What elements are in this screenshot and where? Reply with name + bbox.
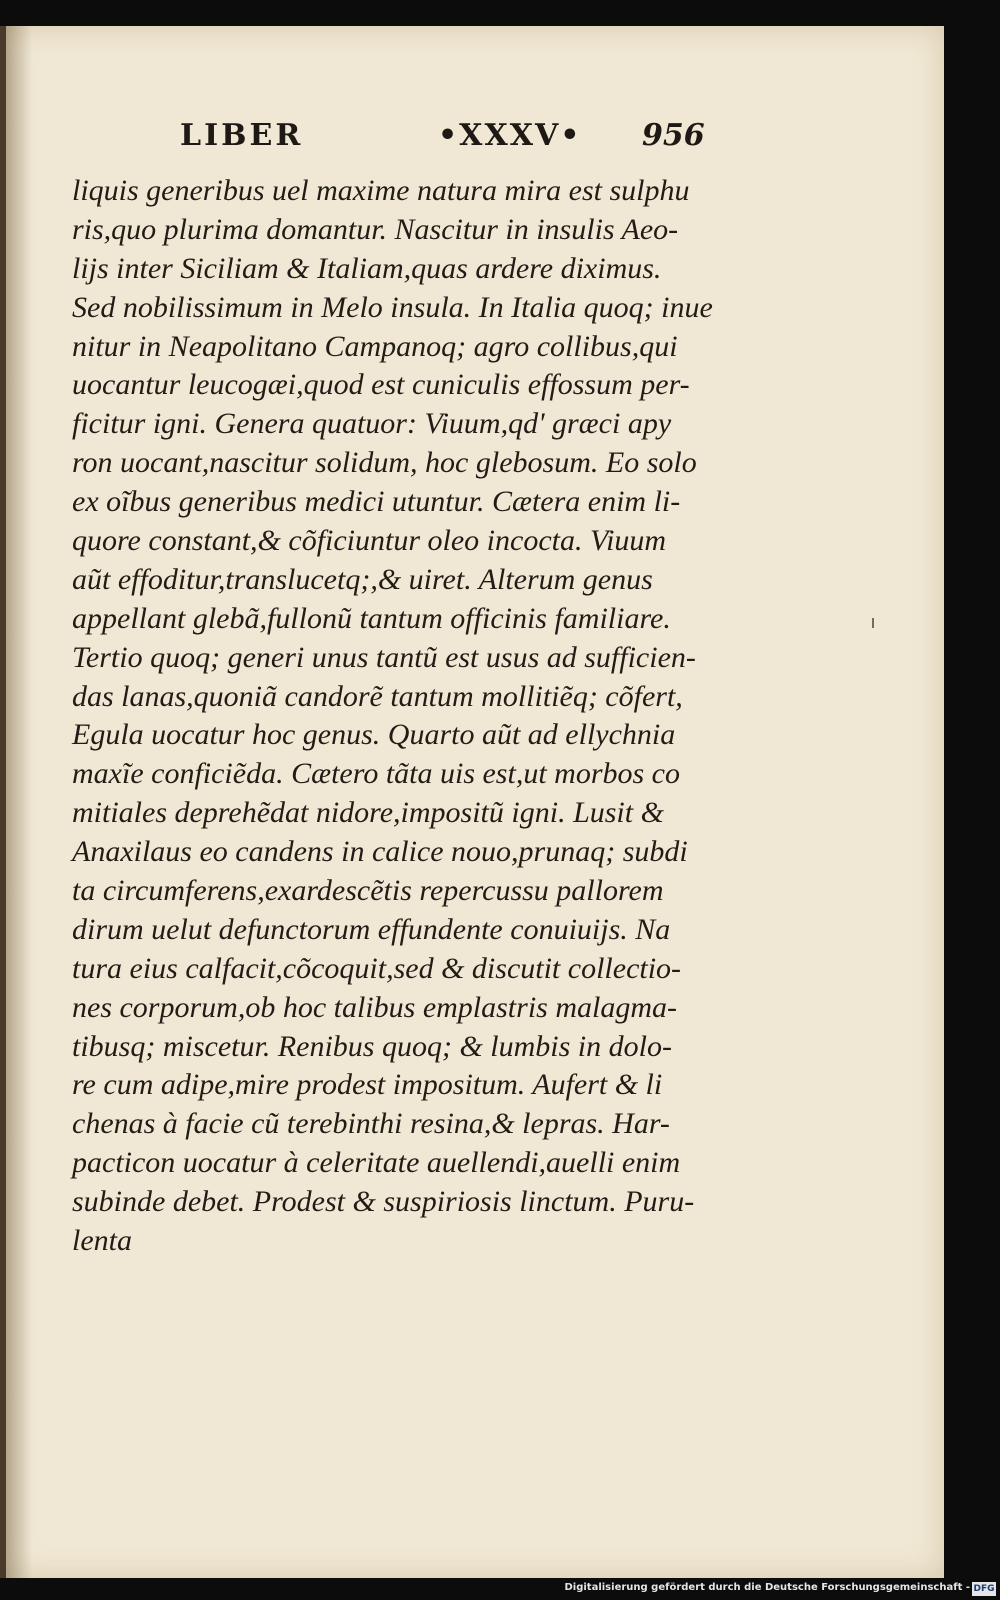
running-header <box>180 118 705 158</box>
text-line: Sed nobilissimum in Melo insula. In Italia quoq; inue <box>72 290 713 324</box>
text-line: nitur in Neapolitano Campanoq; agro collibus,qui <box>72 329 678 363</box>
text-line: chenas à facie cũ terebinthi resina,& lepras. Har- <box>72 1107 670 1141</box>
text-line: subinde debet. Prodest & suspiriosis linctum. Puru- <box>72 1185 695 1219</box>
text-line: ficitur igni. Genera quatuor: Viuum,qd' græci apy <box>72 407 672 441</box>
text-line: tura eius calfacit,cõcoquit,sed & discutit collectio- <box>72 951 682 985</box>
text-line: Anaxilaus eo candens in calice nouo,prunaq; subdi <box>72 835 688 869</box>
text-line: liquis generibus uel maxime natura mira est sulphu <box>72 174 690 207</box>
header-liber: LIBER <box>180 118 304 153</box>
text-line: nes corporum,ob hoc talibus emplastris malagma- <box>72 990 677 1024</box>
text-line: re cum adipe,mire prodest impositum. Aufert & li <box>72 1068 663 1102</box>
text-line: aũt effoditur,translucetq;,& uiret. Alterum genus <box>72 562 653 596</box>
body-text <box>72 172 713 1261</box>
margin-mark <box>872 618 874 628</box>
text-line: ex oĩbus generibus medici utuntur. Cætera enim li- <box>72 485 681 519</box>
text-line: maxĩe conficiẽda. Cætero tãta uis est,ut morbos co <box>72 757 680 791</box>
text-line: appellant glebã,fullonũ tantum officinis familiare. <box>72 601 671 635</box>
digitization-credit: Digitalisierung gefördert durch die Deutsche Forschungsgemeinschaft - <box>564 1582 970 1593</box>
text-line: Tertio quoq; generi unus tantũ est usus ad sufficien- <box>72 640 696 674</box>
text-line: pacticon uocatur à celeritate auellendi,auelli enim <box>72 1146 681 1180</box>
dfg-logo: DFG <box>973 1584 995 1594</box>
text-line: mitiales deprehẽdat nidore,impositũ igni. Lusit & <box>72 796 664 830</box>
text-line: Egula uocatur hoc genus. Quarto aũt ad ellychnia <box>72 718 676 752</box>
text-line: ta circumferens,exardescẽtis repercussu pallorem <box>72 874 664 908</box>
text-line: quore constant,& cõficiuntur oleo incocta. Viuum <box>72 524 667 558</box>
text-line: lenta <box>72 1224 132 1258</box>
text-line: uocantur leucogæi,quod est cuniculis effossum per- <box>72 368 690 402</box>
text-line: tibusq; miscetur. Renibus quoq; & lumbis in dolo- <box>72 1029 672 1063</box>
text-line: das lanas,quoniã candorẽ tantum mollitiẽq; cõfert, <box>72 679 683 713</box>
header-book-number: •XXXV• <box>438 118 582 153</box>
page-number: 956 <box>642 118 705 153</box>
spine-shadow <box>6 26 32 1578</box>
text-line: lijs inter Siciliam & Italiam,quas ardere diximus. <box>72 251 662 285</box>
text-line: ris,quo plurima domantur. Nascitur in insulis Aeo- <box>72 212 679 246</box>
text-line: dirum uelut defunctorum effundente conuiuijs. Na <box>72 912 671 946</box>
text-line: ron uocant,nascitur solidum, hoc glebosum. Eo solo <box>72 446 697 480</box>
